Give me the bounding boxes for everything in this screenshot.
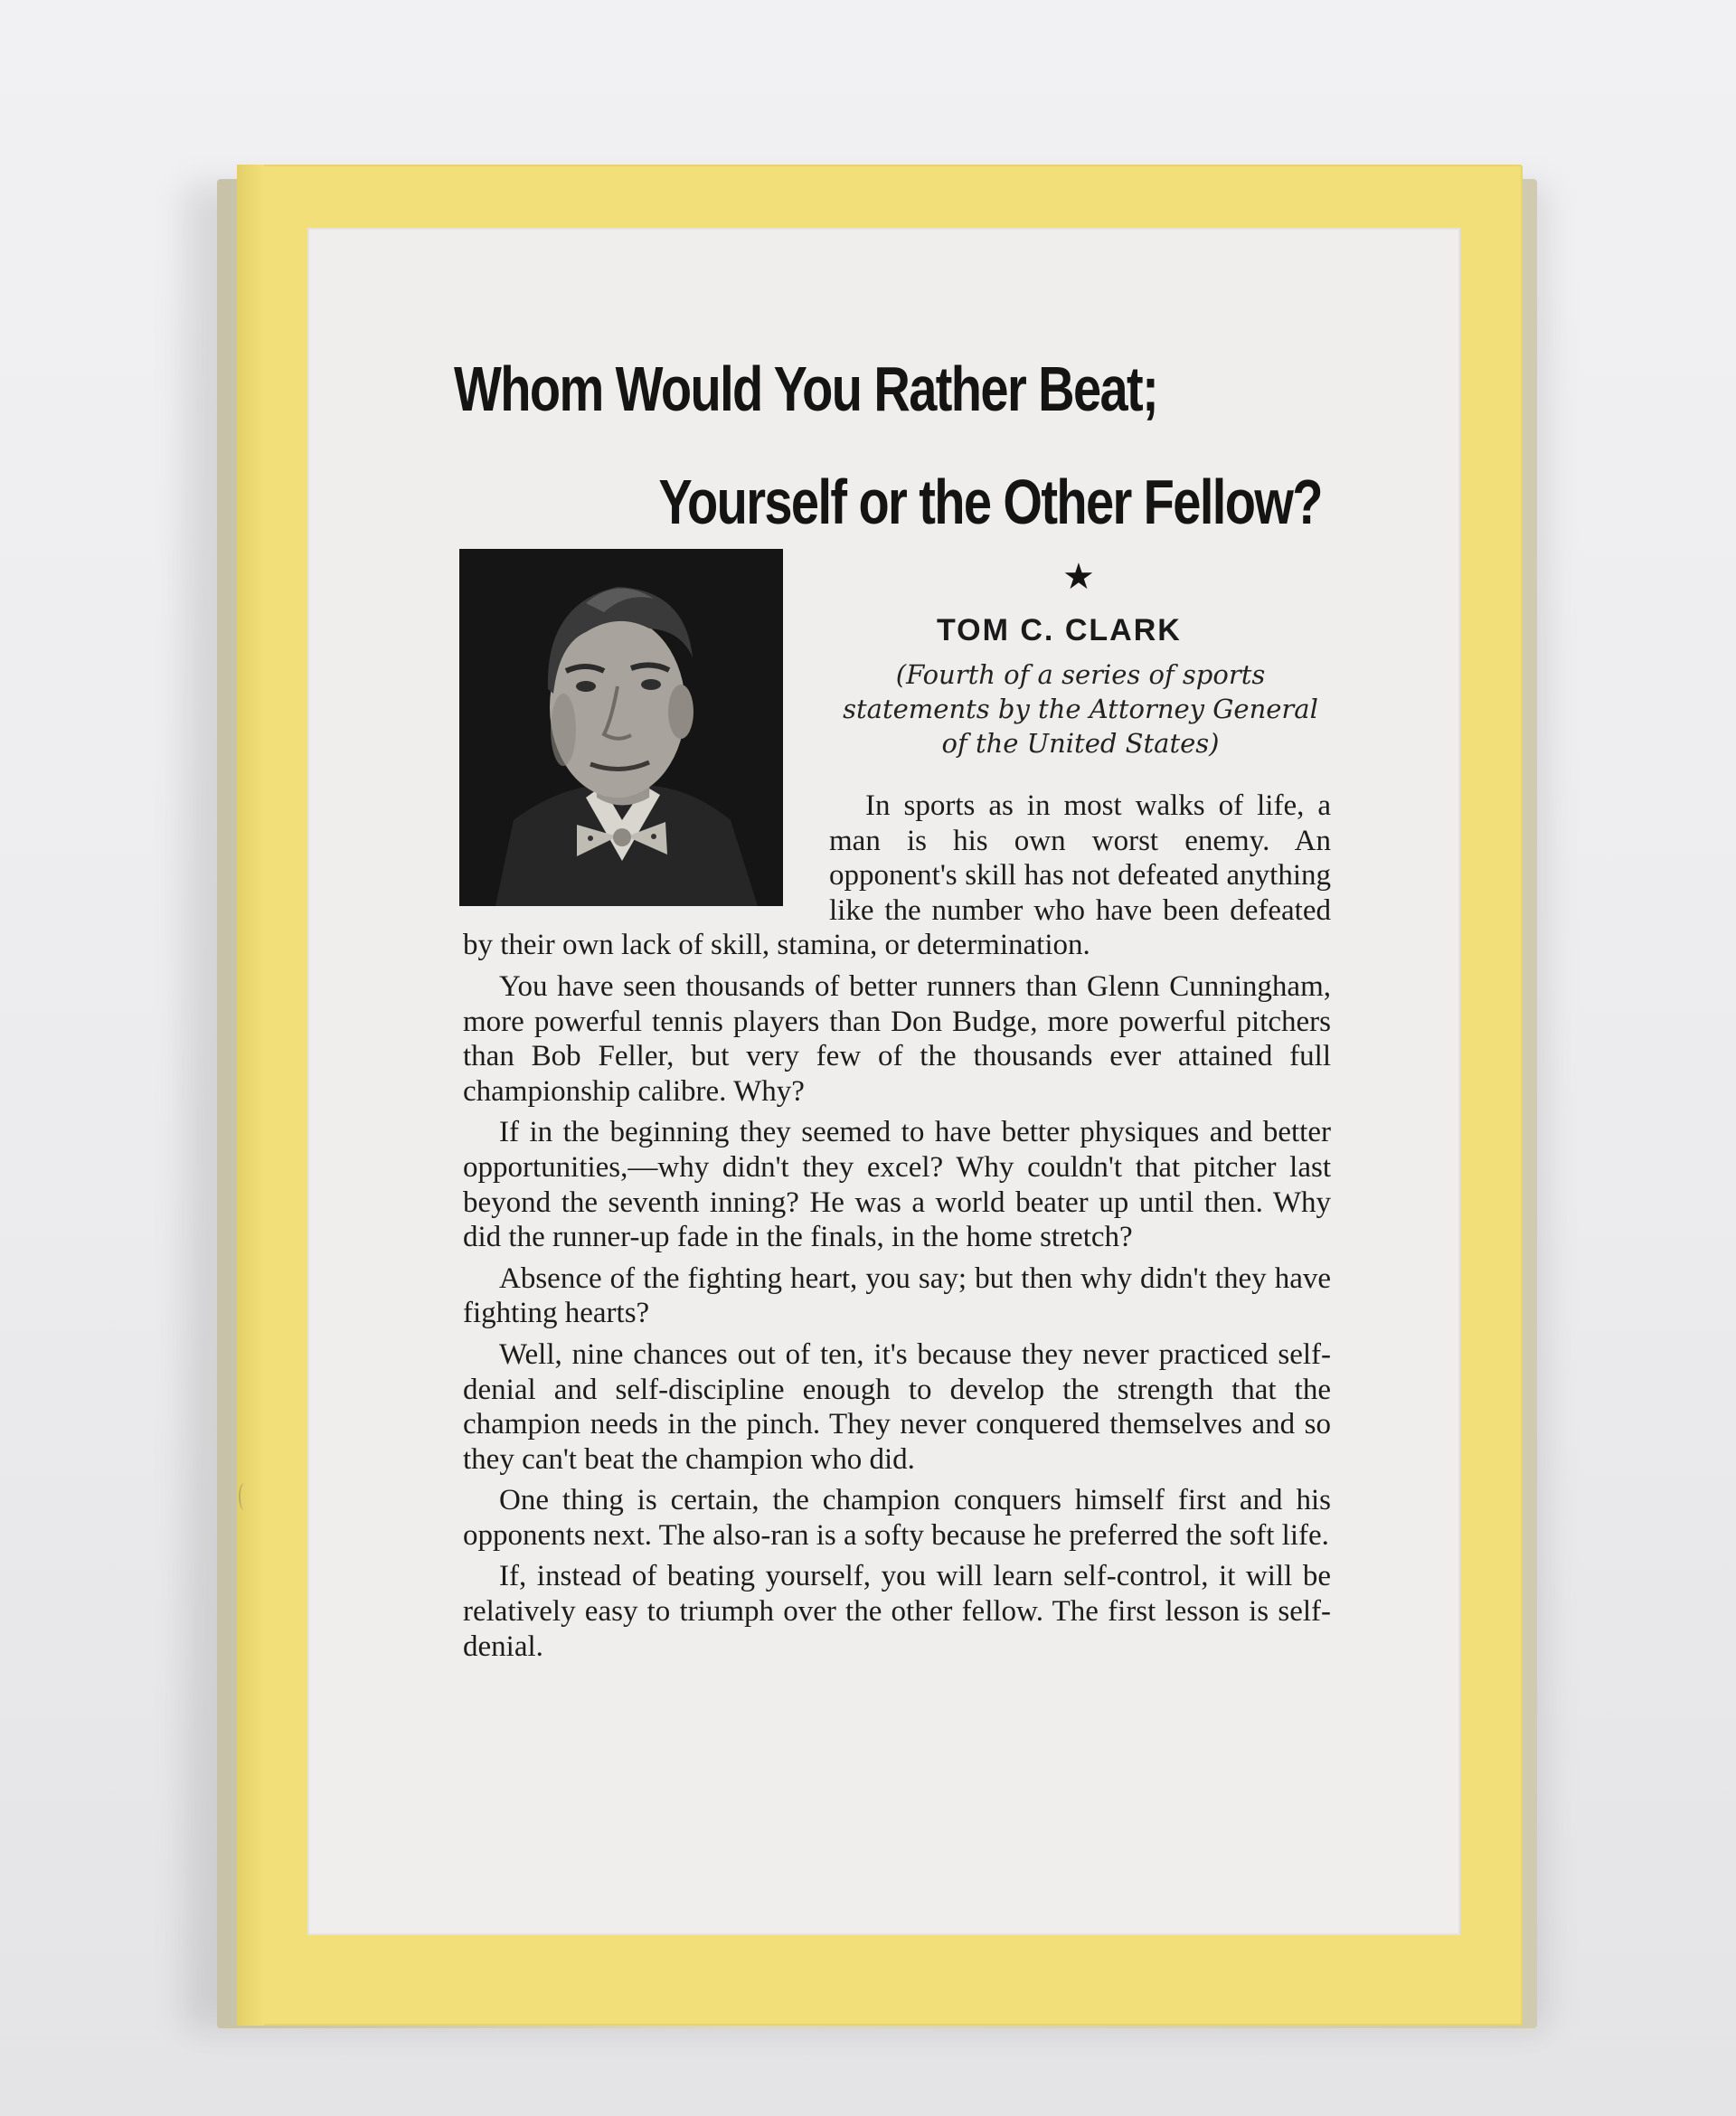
paragraph-4: Absence of the fighting heart, you say; but then why didn't they have fighting hearts?	[463, 1261, 1331, 1330]
cover-scuff-mark	[239, 1483, 250, 1510]
star-icon: ★	[1062, 556, 1095, 598]
portrait-wrap-spacer	[463, 789, 829, 917]
paragraph-6: One thing is certain, the champion conquers himself first and his opponents next. The also-ran is a softy because he preferred the soft life.	[463, 1484, 1331, 1552]
article-body	[463, 789, 1331, 1670]
series-note: (Fourth of a series of sports statements by the Attorney General of the United States)	[843, 659, 1318, 759]
headline-line-1: Whom Would You Rather Beat;	[454, 354, 1158, 424]
paragraph-1: In sports as in most walks of life, a man is his own worst enemy. An opponent's skill has not defeated anything like the number who have been defeated by their own lack of skill, stamina, or determination.	[463, 789, 1331, 962]
paragraph-2: You have seen thousands of better runners than Glenn Cunningham, more powerful tennis players than Don Budge, more powerful pitchers than Bob Feller, but very few of the thousands ever attained full championship calibre. Why?	[463, 969, 1331, 1108]
paragraph-5: Well, nine chances out of ten, it's because they never practiced self-denial and self-discipline enough to develop the strength that the champion needs in the pinch. They never conquered themselves and so they can't beat the champion who did.	[463, 1337, 1331, 1476]
headline-line-2: Yourself or the Other Fellow?	[658, 467, 1322, 537]
author-name: TOM C. CLARK	[937, 613, 1182, 647]
paragraph-3: If in the beginning they seemed to have better physiques and better opportunities,—why didn't they excel? Why couldn't that pitcher last beyond the seventh inning? He was a world beater up until then. Why did the runner-up fade in the finals, in the home stretch?	[463, 1116, 1331, 1254]
paragraph-7: If, instead of beating yourself, you will learn self-control, it will be relatively easy to triumph over the other fellow. The first lesson is self-denial.	[463, 1560, 1331, 1663]
booklet-spine-edge	[237, 165, 264, 2026]
